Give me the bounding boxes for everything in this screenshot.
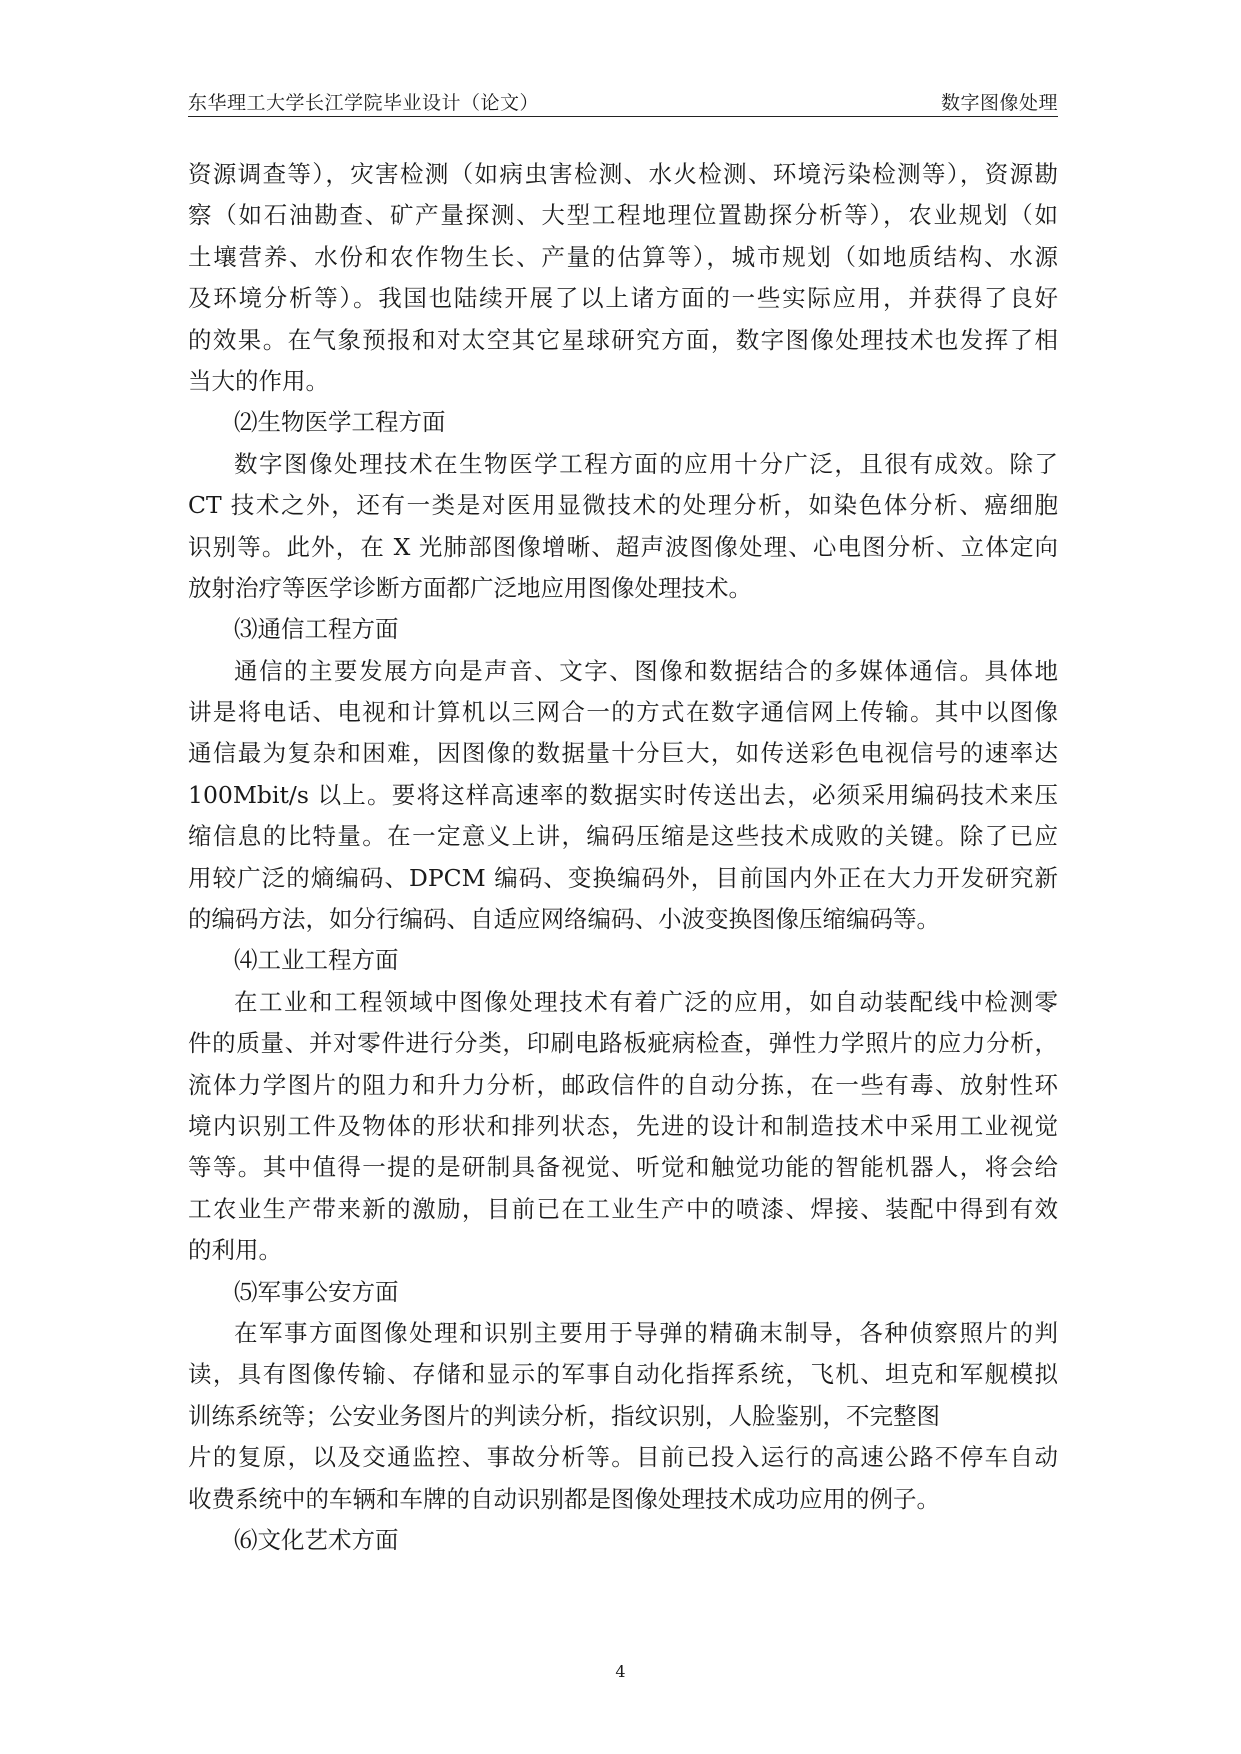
- text-line: 在工业和工程领域中图像处理技术有着广泛的应用，如自动装配线中检测零: [234, 987, 1058, 1016]
- text-line: 的利用。: [188, 1236, 282, 1265]
- text-line: 缩信息的比特量。在一定意义上讲，编码压缩是这些技术成败的关键。除了已应: [188, 822, 1058, 851]
- document-body: [188, 154, 1058, 1561]
- text-line: 片的复原，以及交通监控、事故分析等。目前已投入运行的高速公路不停车自动: [188, 1443, 1058, 1472]
- text-line: 当大的作用。: [188, 366, 329, 395]
- text-line: 放射治疗等医学诊断方面都广泛地应用图像处理技术。: [188, 573, 752, 602]
- text-line: 资源调查等），灾害检测（如病虫害检测、水火检测、环境污染检测等），资源勘: [188, 160, 1058, 188]
- text-line: 讲是将电话、电视和计算机以三网合一的方式在数字通信网上传输。其中以图像: [188, 698, 1058, 727]
- text-line: 土壤营养、水份和农作物生长、产量的估算等），城市规划（如地质结构、水源: [188, 242, 1058, 271]
- text-line: 等等。其中值得一提的是研制具备视觉、听觉和触觉功能的智能机器人，将会给: [188, 1153, 1058, 1182]
- page-header: [188, 86, 1058, 117]
- text-line: 通信最为复杂和困难，因图像的数据量十分巨大，如传送彩色电视信号的速率达: [188, 739, 1058, 768]
- text-line: CT 技术之外，还有一类是对医用显微技术的处理分析，如染色体分析、癌细胞: [188, 491, 1058, 520]
- text-line: 流体力学图片的阻力和升力分析，邮政信件的自动分拣，在一些有毒、放射性环: [188, 1070, 1058, 1099]
- text-line: 的编码方法，如分行编码、自适应网络编码、小波变换图像压缩编码等。: [188, 905, 940, 934]
- text-line: 收费系统中的车辆和车牌的自动识别都是图像处理技术成功应用的例子。: [188, 1484, 940, 1513]
- text-line: 100Mbit/s 以上。要将这样高速率的数据实时传送出去，必须采用编码技术来压: [188, 780, 1058, 809]
- text-line: 察（如石油勘查、矿产量探测、大型工程地理位置勘探分析等），农业规划（如: [188, 201, 1058, 230]
- header-chapter-title: 数字图像处理: [940, 92, 1058, 114]
- text-line: 训练系统等；公安业务图片的判读分析，指纹识别，人脸鉴别，不完整图: [188, 1401, 940, 1430]
- section-heading: ⑵生物医学工程方面: [234, 408, 446, 437]
- text-line: 工农业生产带来新的激励，目前已在工业生产中的喷漆、焊接、装配中得到有效: [188, 1194, 1058, 1223]
- section-heading: ⑹文化艺术方面: [234, 1525, 399, 1554]
- text-line: 及环境分析等）。我国也陆续开展了以上诸方面的一些实际应用，并获得了良好: [188, 284, 1058, 313]
- text-line: 在军事方面图像处理和识别主要用于导弹的精确末制导，各种侦察照片的判: [234, 1318, 1058, 1347]
- header-thesis-title: 东华理工大学长江学院毕业设计（论文）: [188, 92, 540, 114]
- text-line: 读，具有图像传输、存储和显示的军事自动化指挥系统，飞机、坦克和军舰模拟: [188, 1360, 1058, 1389]
- section-heading: ⑸军事公安方面: [234, 1277, 399, 1306]
- text-line: 的效果。在气象预报和对太空其它星球研究方面，数字图像处理技术也发挥了相: [188, 325, 1058, 354]
- section-heading: ⑶通信工程方面: [234, 615, 399, 644]
- section-heading: ⑷工业工程方面: [234, 946, 399, 975]
- text-line: 件的质量、并对零件进行分类，印刷电路板疵病检查，弹性力学照片的应力分析，: [188, 1029, 1058, 1058]
- page-number: 4: [615, 1662, 626, 1681]
- text-line: 境内识别工件及物体的形状和排列状态，先进的设计和制造技术中采用工业视觉: [188, 1111, 1058, 1140]
- text-line: 用较广泛的熵编码、DPCM 编码、变换编码外，目前国内外正在大力开发研究新: [188, 863, 1058, 892]
- text-line: 数字图像处理技术在生物医学工程方面的应用十分广泛，且很有成效。除了: [234, 449, 1058, 478]
- text-line: 识别等。此外，在 X 光肺部图像增晰、超声波图像处理、心电图分析、立体定向: [188, 532, 1058, 561]
- text-line: 通信的主要发展方向是声音、文字、图像和数据结合的多媒体通信。具体地: [234, 656, 1058, 685]
